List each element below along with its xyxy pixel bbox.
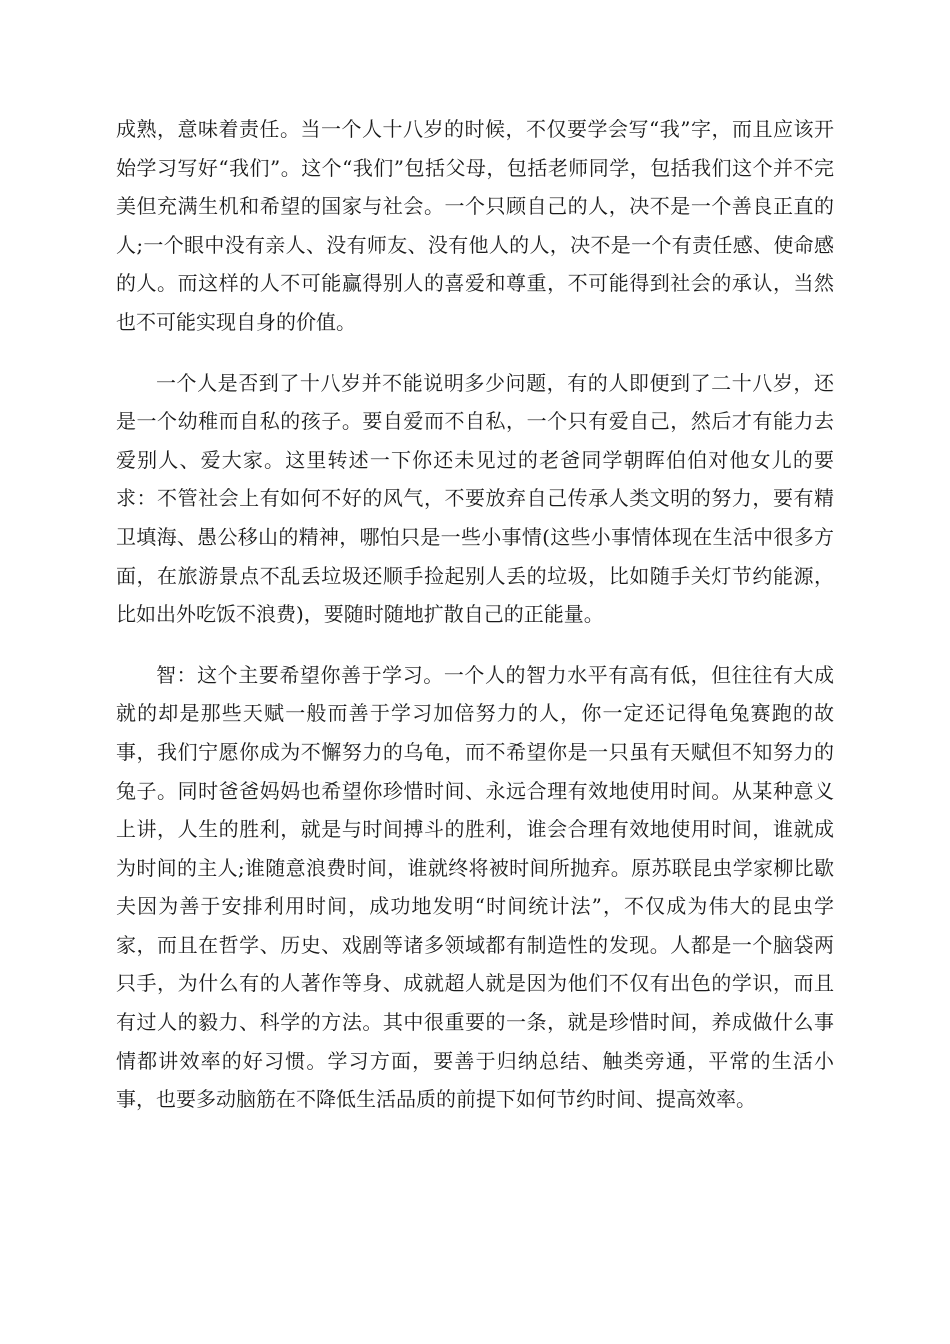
paragraph-1: 成熟，意味着责任。当一个人十八岁的时候，不仅要学会写“我”字，而且应该开始学习写好“我们”。这个“我们”包括父母，包括老师同学，包括我们这个并不完美但充满生机和希望的国家与社会。一个只顾自己的人，决不是一个善良正直的人;一个眼中没有亲人、没有师友、没有他人的人，决不是一个有责任感、使命感的人。而这样的人不可能赢得别人的喜爱和尊重，不可能得到社会的承认，当然也不可能实现自身的价值。 bbox=[116, 117, 834, 334]
paragraph-2: 一个人是否到了十八岁并不能说明多少问题，有的人即便到了二十八岁，还是一个幼稚而自私的孩子。要自爱而不自私，一个只有爱自己，然后才有能力去爱别人、爱大家。这里转述一下你还未见过的老爸同学朝晖伯伯对他女儿的要求：不管社会上有如何不好的风气，不要放弃自己传承人类文明的努力，要有精卫填海、愚公移山的精神，哪怕只是一些小事情(这些小事情体现在生活中很多方面，在旅游景点不乱丢垃圾还顺手捡起别人丢的垃圾，比如随手关灯节约能源，比如出外吃饭不浪费)，要随时随地扩散自己的正能量。 bbox=[116, 370, 834, 627]
paragraph-3: 智：这个主要希望你善于学习。一个人的智力水平有高有低，但往往有大成就的却是那些天赋一般而善于学习加倍努力的人，你一定还记得龟兔赛跑的故事，我们宁愿你成为不懈努力的乌龟，而不希望你是一只虽有天赋但不知努力的兔子。同时爸爸妈妈也希望你珍惜时间、永远合理有效地使用时间。从某种意义上讲，人生的胜利，就是与时间搏斗的胜利，谁会合理有效地使用时间，谁就成为时间的主人;谁随意浪费时间，谁就终将被时间所抛弃。原苏联昆虫学家柳比歇夫因为善于安排利用时间，成功地发明“时间统计法”，不仅成为伟大的昆虫学家，而且在哲学、历史、戏剧等诸多领域都有制造性的发现。人都是一个脑袋两只手，为什么有的人著作等身、成就超人就是因为他们不仅有出色的学识，而且有过人的毅力、科学的方法。其中很重要的一条，就是珍惜时间，养成做什么事情都讲效率的好习惯。学习方面，要善于归纳总结、触类旁通，平常的生活小事，也要多动脑筋在不降低生活品质的前提下如何节约时间、提高效率。 bbox=[116, 662, 834, 1112]
document-body bbox=[116, 110, 834, 1141]
